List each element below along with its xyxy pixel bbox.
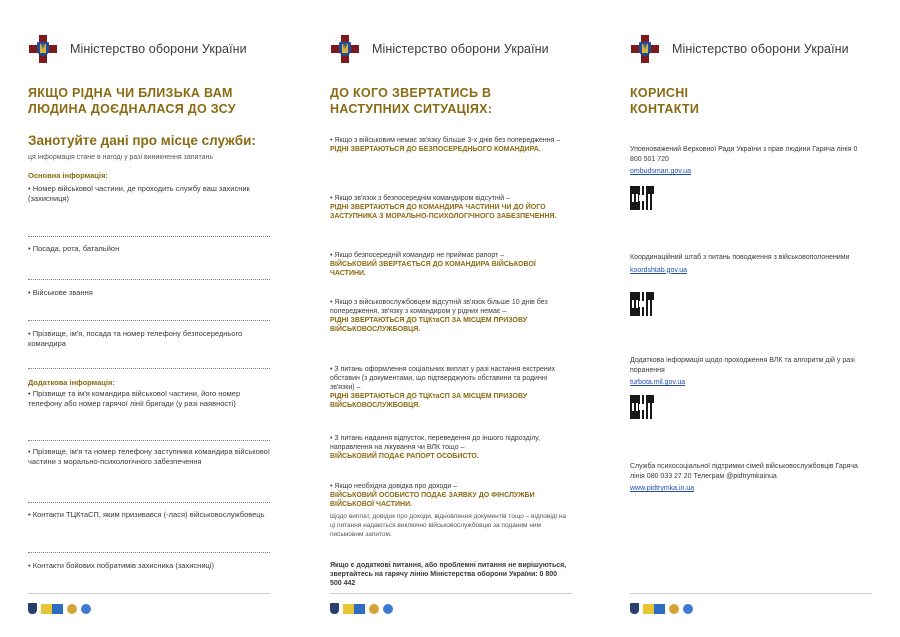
heading-line: ЛЮДИНА ДОЄДНАЛАСЯ ДО ЗСУ xyxy=(28,102,236,116)
contact-text: Уповноважений Верховної Ради України з прав людини Гаряча лінія 0 800 501 720 xyxy=(630,146,858,163)
contact-link[interactable]: www.pidtrymka.in.ua xyxy=(630,485,695,492)
footer-divider xyxy=(28,593,270,594)
footer-divider xyxy=(630,593,872,594)
flag-logo-icon xyxy=(343,604,365,614)
situation-item xyxy=(330,251,570,278)
qr-code-icon[interactable] xyxy=(630,292,654,316)
contact-link[interactable]: koordshtab.gov.ua xyxy=(630,266,688,274)
contact-link[interactable]: turbota.mil.gov.ua xyxy=(630,379,686,386)
shield-logo-icon xyxy=(630,603,639,614)
form-field-tck-contacts: • Контакти ТЦКтаСП, яким призивався (-лася) військовослужбовець xyxy=(28,510,265,519)
extra-info-title: Додаткова інформація: xyxy=(28,378,115,387)
form-field-direct-commander: • Прізвище, ім'я, посада та номер телефону безпосереднього командира xyxy=(28,329,243,348)
heading-line: КОРИСНІ xyxy=(630,86,689,100)
contact-ombudsman xyxy=(630,145,870,177)
form-field-unit-commander: • Прізвище та ім'я командира військової частини, його номер телефону або номер гарячої лінії бригади (у разі наявності) xyxy=(28,389,241,408)
circle-logo-icon xyxy=(669,604,679,614)
circle-logo-icon xyxy=(683,604,693,614)
situation-action: РІДНІ ЗВЕРТАЮТЬСЯ ДО ТЦКтаСП ЗА МІСЦЕМ ПРИЗОВУ ВІЙСЬКОВОСЛУЖБОВЦЯ. xyxy=(330,317,528,333)
situation-note: Щодо виплат, довідок про доходи, відновлення документів тощо – відповіді на ці питання надаються виключно військовослужбовцю за поданим ним письмовим запитом. xyxy=(330,513,567,538)
panel-whom-to-contact xyxy=(330,0,578,637)
situation-action: ВІЙСЬКОВИЙ ОСОБИСТО ПОДАЄ ЗАЯВКУ ДО ФІНСЛУЖБИ ВІЙСЬКОВОЇ ЧАСТИНИ. xyxy=(330,492,535,508)
fill-line[interactable] xyxy=(28,440,270,441)
circle-logo-icon xyxy=(81,604,91,614)
heading-line: КОНТАКТИ xyxy=(630,102,700,116)
ministry-name: Міністерство оборони України xyxy=(672,42,849,56)
partner-logos xyxy=(330,603,393,614)
contact-text: Додаткова інформація щодо проходження ВЛК та алгоритм дій у разі поранення xyxy=(630,357,855,374)
situation-text: • Якщо зв'язок з безпосереднім командиром відсутній – xyxy=(330,195,511,202)
panel-useful-contacts xyxy=(630,0,878,637)
panel-note: ця інформація стане в нагоді у разі виникнення запитань xyxy=(28,154,213,161)
situation-item xyxy=(330,482,570,539)
panel-record-service-info xyxy=(28,0,276,637)
form-field-rank: • Військове звання xyxy=(28,288,93,297)
ministry-emblem-icon xyxy=(630,34,660,64)
panel-heading xyxy=(28,85,236,117)
fill-line[interactable] xyxy=(28,552,270,553)
qr-code-icon[interactable] xyxy=(630,186,654,210)
circle-logo-icon xyxy=(383,604,393,614)
circle-logo-icon xyxy=(67,604,77,614)
situation-action: ВІЙСЬКОВИЙ ЗВЕРТАЄТЬСЯ ДО КОМАНДИРА ВІЙСЬКОВОЇ ЧАСТИНИ. xyxy=(330,261,536,277)
heading-line: НАСТУПНИХ СИТУАЦІЯХ: xyxy=(330,102,493,116)
situation-item xyxy=(330,136,570,154)
situation-item xyxy=(330,365,570,410)
situation-action: РІДНІ ЗВЕРТАЮТЬСЯ ДО БЕЗПОСЕРЕДНЬОГО КОМАНДИРА. xyxy=(330,146,541,153)
situation-item xyxy=(330,434,570,461)
situation-action: РІДНІ ЗВЕРТАЮТЬСЯ ДО ТЦКтаСП ЗА МІСЦЕМ ПРИЗОВУ ВІЙСЬКОВОСЛУЖБОВЦЯ. xyxy=(330,393,528,409)
ministry-emblem-icon xyxy=(330,34,360,64)
fill-line[interactable] xyxy=(28,368,270,369)
situation-text: • З питань надання відпусток, переведення до іншого підрозділу, направлення на лікування чи ВЛК тощо – xyxy=(330,435,541,451)
contact-text: Координаційний штаб з питань поводження з військовополоненими xyxy=(630,254,850,261)
contact-coordination-hq xyxy=(630,253,870,275)
ministry-logo-row xyxy=(28,34,247,64)
form-field-position: • Посада, рота, батальйон xyxy=(28,244,120,253)
ministry-emblem-icon xyxy=(28,34,58,64)
contact-text: Служба психосоціальної підтримки сімей військовослужбовців Гаряча лінія 080 033 27 20 Телеграм @pidtrymkainua xyxy=(630,463,858,480)
basic-info-title: Основна інформація: xyxy=(28,171,108,180)
ministry-logo-row xyxy=(330,34,549,64)
situation-text: • Якщо необхідна довідка про доходи – xyxy=(330,483,458,490)
contact-vlk-info xyxy=(630,356,870,388)
shield-logo-icon xyxy=(28,603,37,614)
flag-logo-icon xyxy=(41,604,63,614)
ministry-logo-row xyxy=(630,34,849,64)
contact-link[interactable]: ombudsman.gov.ua xyxy=(630,168,691,175)
hotline-closing-text: Якщо є додаткові питання, або проблемні питання не вирішуються, звертайтесь на гарячу лінію Міністерства оборони України: 0 800 500 442 xyxy=(330,562,567,587)
situation-text: • Якщо безпосередній командир не приймає рапорт – xyxy=(330,252,505,259)
panel-heading xyxy=(330,85,492,117)
panel-subheading: Занотуйте дані про місце служби: xyxy=(28,133,256,148)
situation-action: РІДНІ ЗВЕРТАЮТЬСЯ ДО КОМАНДИРА ЧАСТИНИ ЧИ ДО ЙОГО ЗАСТУПНИКА З МОРАЛЬНО-ПСИХОЛОГІЧНОГО ЗАБЕЗПЕЧЕННЯ. xyxy=(330,204,557,220)
situation-text: • З питань оформлення соціальних виплат у разі настання екстрених обставин (з документами, що підтверджують обставини та родинні зв'язки) – xyxy=(330,366,556,391)
flag-logo-icon xyxy=(643,604,665,614)
heading-line: ДО КОГО ЗВЕРТАТИСЬ В xyxy=(330,86,492,100)
contact-psychosocial-support xyxy=(630,462,870,494)
fill-line[interactable] xyxy=(28,320,270,321)
fill-line[interactable] xyxy=(28,236,270,237)
situation-item xyxy=(330,298,570,334)
heading-line: ЯКЩО РІДНА ЧИ БЛИЗЬКА ВАМ xyxy=(28,86,233,100)
form-field-deputy-commander: • Прізвище, ім'я та номер телефону заступника командира військової частини з морально-психологічного забезпечення xyxy=(28,447,270,466)
situation-text: • Якщо з військовослужбовцем відсутній зв'язок більше 10 днів без попередження, зв'язку з командиром у рідних немає – xyxy=(330,299,548,315)
situation-action: ВІЙСЬКОВИЙ ПОДАЄ РАПОРТ ОСОБИСТО. xyxy=(330,453,479,460)
circle-logo-icon xyxy=(369,604,379,614)
qr-code-icon[interactable] xyxy=(630,395,654,419)
situation-item xyxy=(330,194,570,221)
footer-divider xyxy=(330,593,572,594)
partner-logos xyxy=(630,603,693,614)
form-field-comrades-contacts: • Контакти бойових побратимів захисника (захисниці) xyxy=(28,561,214,570)
form-field-unit-number: • Номер військової частини, де проходить службу ваш захисник (захисниця) xyxy=(28,184,250,203)
situation-text: • Якщо з військовим немає зв'язку більше 3-х днів без попередження – xyxy=(330,137,561,144)
panel-heading xyxy=(630,85,699,117)
shield-logo-icon xyxy=(330,603,339,614)
ministry-name: Міністерство оборони України xyxy=(70,42,247,56)
partner-logos xyxy=(28,603,91,614)
fill-line[interactable] xyxy=(28,502,270,503)
ministry-name: Міністерство оборони України xyxy=(372,42,549,56)
fill-line[interactable] xyxy=(28,279,270,280)
